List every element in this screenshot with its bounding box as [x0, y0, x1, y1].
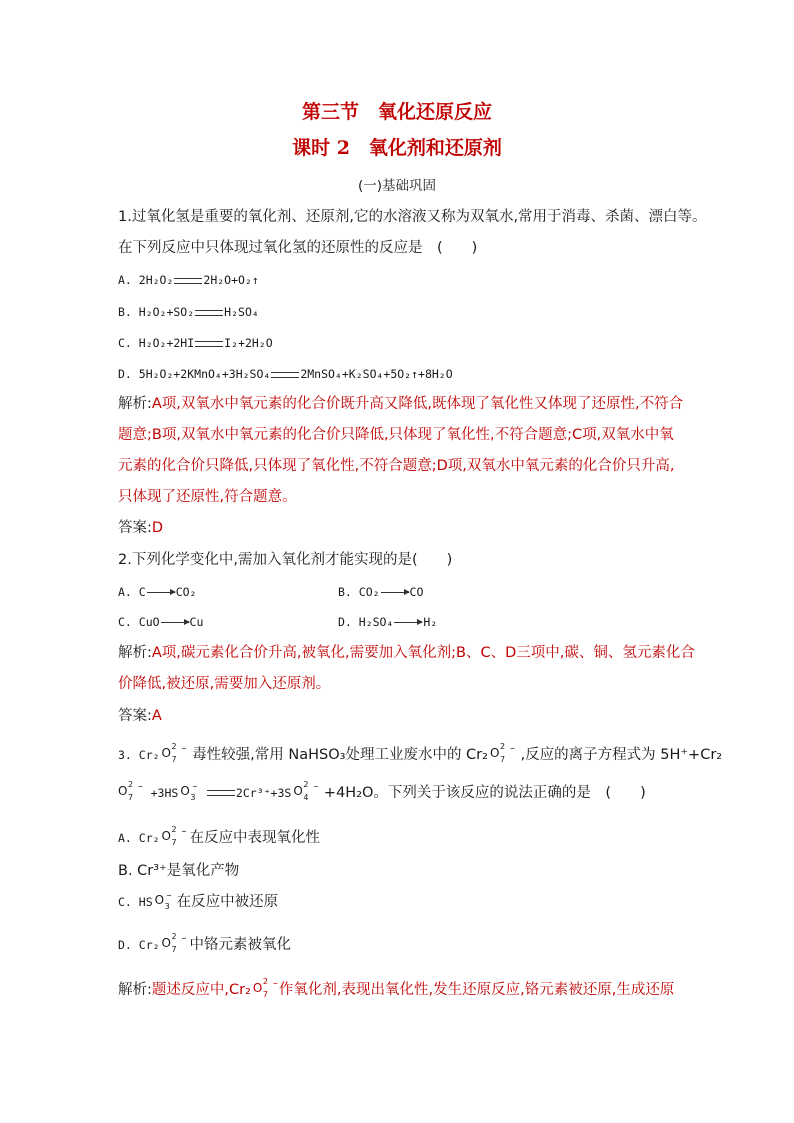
- arrow-icon: [161, 622, 189, 623]
- q1-c-right: I₂+2H₂O: [224, 336, 273, 350]
- lesson-title: 课时 2 氧化剂和还原剂: [292, 137, 502, 159]
- q2-b-left: B. CO₂: [338, 585, 380, 599]
- ion-subscript-7: 7: [171, 945, 177, 954]
- answer-label: 答案:: [118, 708, 152, 724]
- q3-stem-line2: [118, 780, 646, 803]
- q1-c-left: C. H₂O₂+2HI: [118, 336, 195, 350]
- part-heading: (一)基础巩固: [357, 178, 437, 194]
- dichromate-ion: [251, 977, 278, 1000]
- arrow-icon: [394, 622, 422, 623]
- ion-o: O: [489, 746, 500, 760]
- q1-b-left: B. H₂O₂+SO₂: [118, 305, 195, 319]
- q2-d-left: D. H₂SO₄: [338, 615, 394, 629]
- q1-b-right: H₂SO₄: [224, 305, 259, 319]
- q1-exp1: A项,双氧水中氧元素的化合价既升高又降低,既体现了氧化性又体现了还原性,不符合: [151, 396, 684, 412]
- ion-subscript-7: 7: [262, 990, 268, 999]
- q3-option-c: [118, 892, 278, 912]
- q1-d-right: 2MnSO₄+K₂SO₄+5O₂↑+8H₂O: [300, 367, 453, 381]
- bisulfite-ion: [153, 890, 172, 912]
- ion-minus: –: [313, 781, 319, 792]
- q3-explanation-line1: [118, 977, 675, 1000]
- q1-option-c: [118, 333, 273, 353]
- ion-subscript-7: 7: [171, 838, 177, 847]
- q3-stem2c: +4H₂O。下列关于该反应的说法正确的是 ( ): [323, 785, 646, 801]
- ion-subscript-4: 4: [303, 793, 309, 802]
- equals-sign: [207, 790, 235, 796]
- dichromate-ion: [160, 932, 187, 955]
- arrow-icon: [381, 592, 409, 593]
- q2-option-c: [118, 612, 203, 632]
- q1-stem-line1: 1.过氧化氢是重要的氧化剂、还原剂,它的水溶液又称为双氧水,常用于消毒、杀菌、漂白等。: [118, 209, 707, 225]
- q2-d-right: H₂: [423, 615, 438, 629]
- q2-explanation-line2: 价降低,被还原,需要加入还原剂。: [118, 676, 331, 692]
- q1-option-d: [118, 364, 453, 384]
- q1-explanation-line1: [118, 394, 683, 414]
- q3-option-a: [118, 825, 321, 848]
- ion-o: O: [118, 784, 128, 798]
- q2-stem: 2.下列化学变化中,需加入氧化剂才能实现的是( ): [118, 552, 453, 568]
- ion-minus: –: [181, 743, 187, 754]
- q3-option-b: B. Cr³⁺是氧化产物: [118, 863, 240, 879]
- dichromate-ion: [160, 825, 187, 848]
- q2-option-a: [118, 582, 196, 602]
- q2-explanation-line1: [118, 643, 695, 663]
- ion-minus: –: [181, 826, 187, 837]
- explanation-label: 解析:: [118, 645, 152, 661]
- dichromate-ion: [116, 780, 143, 803]
- ion-minus: –: [272, 978, 278, 989]
- ion-charge-2: 2: [303, 780, 309, 789]
- q1-explanation-line3: 元素的化合价只降低,只体现了氧化性,不符合题意;D项,双氧水中氧元素的化合价只升高,: [118, 458, 675, 474]
- q3-a-text: 在反应中表现氧化性: [189, 830, 321, 846]
- q2-b-right: CO: [409, 585, 424, 599]
- ion-minus: –: [509, 743, 515, 754]
- sulfate-ion: [291, 780, 319, 803]
- q3-stem1c: ,反应的离子方程式为 5H⁺+Cr₂: [520, 747, 723, 763]
- ion-subscript-3: 3: [164, 902, 170, 911]
- equals-sign: [195, 310, 223, 316]
- q1-stem-line2: 在下列反应中只体现过氧化氢的还原性的反应是 ( ): [118, 240, 478, 256]
- ion-subscript-3: 3: [190, 793, 196, 802]
- ion-minus: –: [181, 933, 187, 944]
- answer-label: 答案:: [118, 520, 152, 536]
- q3-c-hs: C. HS: [118, 895, 153, 909]
- ion-o: O: [161, 936, 171, 950]
- ion-charge-2: 2: [128, 780, 134, 789]
- ion-o: O: [252, 981, 263, 995]
- q3-stem1b: 毒性较强,常用 NaHSO₃处理工业废水中的 Cr₂: [192, 747, 488, 763]
- q1-explanation-line4: 只体现了还原性,符合题意。: [118, 489, 297, 505]
- q3-d-cr2: D. Cr₂: [118, 938, 160, 952]
- q3-stem-line1: [118, 742, 723, 765]
- dichromate-ion: [488, 742, 515, 765]
- q3-exp1a: 题述反应中,Cr₂: [151, 982, 251, 998]
- q3-a-cr2: A. Cr₂: [118, 831, 160, 845]
- ion-subscript-7: 7: [171, 755, 177, 764]
- q2-option-d: [338, 612, 437, 632]
- dichromate-ion: [160, 742, 187, 765]
- q3-product: 2Cr³⁺+3S: [235, 786, 292, 800]
- q2-answer: [118, 706, 162, 726]
- ion-o: O: [161, 746, 171, 760]
- ion-minus: –: [138, 781, 143, 792]
- ion-charge-2: 2: [499, 742, 506, 751]
- q1-d-left: D. 5H₂O₂+2KMnO₄+3H₂SO₄: [118, 367, 271, 381]
- equals-sign: [174, 278, 202, 284]
- q2-a-left: A. C: [118, 585, 146, 599]
- section-title: 第三节 氧化还原反应: [301, 101, 492, 123]
- q2-a-right: CO₂: [175, 585, 197, 599]
- q3-hso-prefix: +3HS: [150, 786, 179, 800]
- equals-sign: [195, 341, 223, 347]
- ion-o: O: [154, 893, 165, 907]
- q1-option-a: [118, 270, 259, 290]
- q3-d-text: 中铬元素被氧化: [189, 937, 292, 953]
- ion-charge-2: 2: [171, 742, 177, 751]
- q2-c-right: Cu: [189, 615, 204, 629]
- q3-cr2: 3. Cr₂: [118, 748, 160, 762]
- explanation-label: 解析:: [118, 396, 152, 412]
- q1-option-b: [118, 302, 259, 322]
- q3-c-text: 在反应中被还原: [176, 894, 279, 910]
- ion-subscript-7: 7: [128, 793, 134, 802]
- equals-sign: [271, 372, 299, 378]
- q2-c-left: C. CuO: [118, 615, 160, 629]
- explanation-label: 解析:: [118, 982, 152, 998]
- q2-answer-value: A: [151, 708, 162, 724]
- q1-explanation-line2: 题意;B项,双氧水中氧元素的化合价只降低,只体现了氧化性,不符合题意;C项,双氧水中氧: [118, 427, 674, 443]
- ion-o: O: [180, 784, 190, 798]
- ion-minus: –: [166, 890, 172, 901]
- ion-charge-2: 2: [171, 932, 177, 941]
- ion-minus: –: [192, 781, 198, 792]
- ion-o: O: [293, 784, 303, 798]
- arrow-icon: [147, 592, 175, 593]
- q3-option-d: [118, 932, 292, 955]
- q3-exp1b: 作氧化剂,表现出氧化性,发生还原反应,铬元素被还原,生成还原: [278, 982, 675, 998]
- bisulfite-ion: [178, 781, 198, 803]
- q1-a-left: A. 2H₂O₂: [118, 273, 174, 287]
- ion-charge-2: 2: [171, 825, 177, 834]
- q1-answer-value: D: [151, 520, 164, 536]
- ion-charge-2: 2: [262, 977, 268, 986]
- q2-exp1: A项,碳元素化合价升高,被氧化,需要加入氧化剂;B、C、D三项中,碳、铜、氢元素化合: [151, 645, 695, 661]
- q1-a-right: 2H₂O+O₂↑: [203, 273, 259, 287]
- ion-o: O: [161, 829, 171, 843]
- q1-answer: [118, 518, 163, 538]
- ion-subscript-7: 7: [499, 755, 506, 764]
- q2-option-b: [338, 582, 423, 602]
